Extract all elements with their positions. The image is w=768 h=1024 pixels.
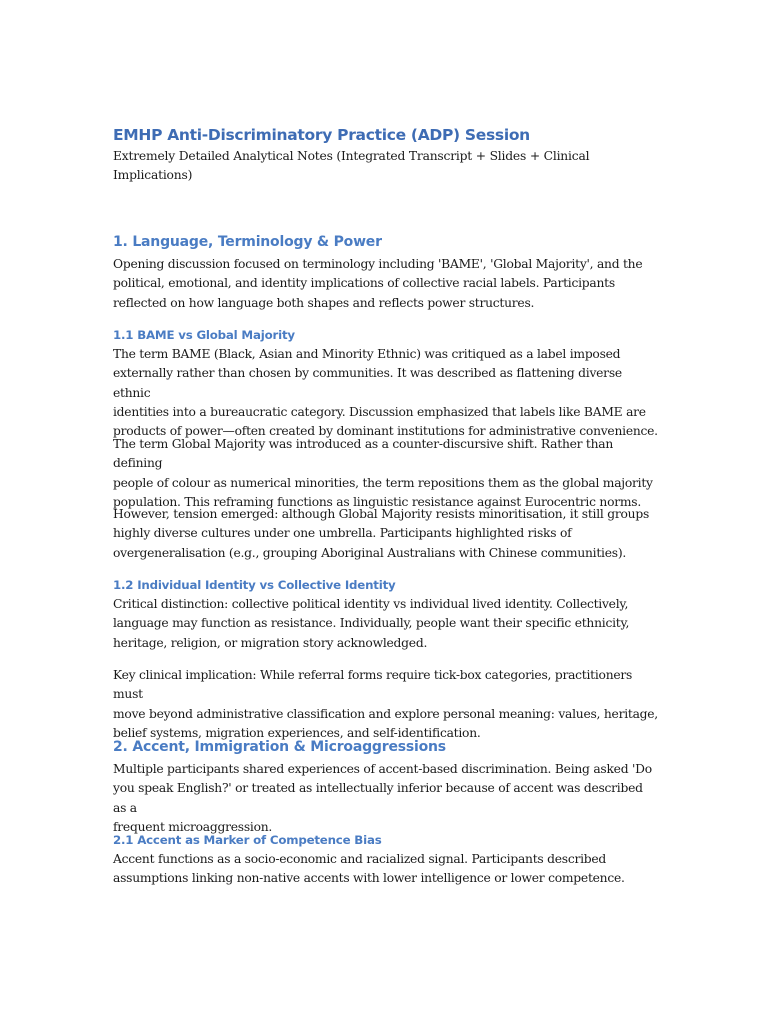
paragraph-line: Critical distinction: collective political identity vs individual lived identity. Collectively, (113, 597, 629, 611)
section-intro (113, 255, 658, 313)
paragraph-line: However, tension emerged: although Global Majority resists minoritisation, it still groups (113, 507, 650, 521)
paragraph (113, 505, 658, 563)
paragraph-line: The term Global Majority was introduced as a counter-discursive shift. Rather than defining (113, 437, 614, 471)
subsection-heading: 2.1 Accent as Marker of Competence Bias (113, 833, 382, 847)
paragraph-line: externally rather than chosen by communities. It was described as flattening diverse ethnic (113, 366, 622, 400)
paragraph-line: Accent functions as a socio-economic and racialized signal. Participants described (113, 852, 607, 866)
paragraph-line: frequent microaggression. (113, 819, 273, 834)
paragraph-line: you speak English?' or treated as intellectually inferior because of accent was described as a (113, 781, 643, 815)
paragraph-line: The term BAME (Black, Asian and Minority Ethnic) was critiqued as a label imposed (113, 347, 621, 361)
document-subtitle: Extremely Detailed Analytical Notes (Integrated Transcript + Slides + Clinical Implications) (113, 149, 590, 182)
paragraph-line: heritage, religion, or migration story acknowledged. (113, 635, 428, 650)
section-heading: 2. Accent, Immigration & Microaggressions (113, 739, 446, 755)
section-language-terminology (113, 232, 658, 252)
paragraph-line: overgeneralisation (e.g., grouping Aboriginal Australians with Chinese communities). (113, 545, 627, 560)
paragraph-line: political, emotional, and identity implications of collective racial labels. Participants (113, 276, 615, 291)
section-accent-immigration (113, 737, 658, 757)
paragraph-line: language may function as resistance. Individually, people want their specific ethnicity, (113, 616, 630, 631)
subsection-heading: 1.1 BAME vs Global Majority (113, 328, 295, 342)
paragraph-line: assumptions linking non-native accents with lower intelligence or lower competence. (113, 871, 625, 886)
paragraph (113, 595, 658, 653)
document-header (113, 124, 658, 185)
paragraph-line: reflected on how language both shapes and reflects power structures. (113, 295, 535, 310)
subsection-bame-vs-global-majority (113, 326, 658, 344)
subsection-heading: 1.2 Individual Identity vs Collective Identity (113, 578, 396, 592)
section-heading: 1. Language, Terminology & Power (113, 234, 382, 250)
subsection-accent-competence-bias (113, 831, 658, 849)
section-intro (113, 760, 658, 837)
paragraph-line: Multiple participants shared experiences of accent-based discrimination. Being asked 'Do (113, 762, 652, 776)
paragraph-line: products of power—often created by dominant institutions for administrative convenience. (113, 424, 658, 439)
paragraph-line: highly diverse cultures under one umbrella. Participants highlighted risks of (113, 526, 572, 541)
paragraph-line: belief systems, migration experiences, and self-identification. (113, 725, 481, 740)
paragraph-line: identities into a bureaucratic category. Discussion emphasized that labels like BAME are (113, 404, 646, 419)
paragraph-line: people of colour as numerical minorities, the term repositions them as the global majority (113, 475, 653, 490)
paragraph-line: move beyond administrative classification and explore personal meaning: values, heritage, (113, 706, 658, 721)
paragraph (113, 435, 658, 512)
paragraph-line: population. This reframing functions as linguistic resistance against Eurocentric norms. (113, 494, 641, 509)
paragraph-line: Opening discussion focused on terminology including 'BAME', 'Global Majority', and the (113, 257, 643, 271)
paragraph (113, 850, 658, 889)
document-title: EMHP Anti-Discriminatory Practice (ADP) Session (113, 126, 530, 144)
paragraph-line: Key clinical implication: While referral forms require tick-box categories, practitioners must (113, 668, 633, 702)
subsection-individual-vs-collective (113, 576, 658, 594)
paragraph (113, 666, 658, 743)
paragraph (113, 345, 658, 441)
